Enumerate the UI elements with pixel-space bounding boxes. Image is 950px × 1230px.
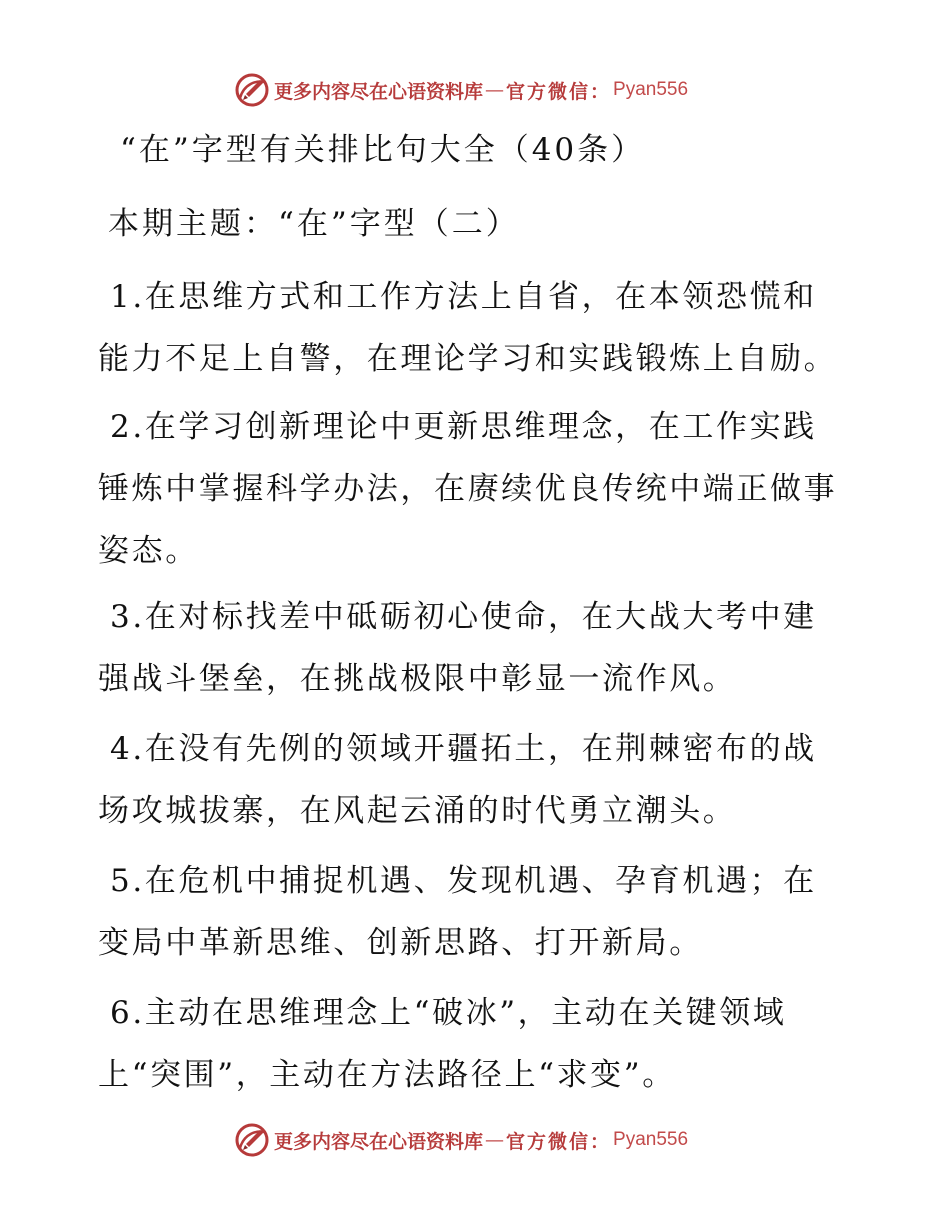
header-brand-line [234, 70, 688, 110]
list-item [98, 396, 858, 582]
document-subtitle: 本期主题：“在”字型（二） [108, 206, 520, 242]
brand-wechat-id: Pyan556 [613, 1129, 689, 1150]
list-item [98, 850, 858, 974]
list-item [98, 718, 858, 842]
item-line: 锤炼中掌握科学办法，在赓续优良传统中端正做事 [98, 471, 838, 507]
brand-slogan: 更多内容尽在心语资料库 [274, 80, 484, 103]
list-item [98, 982, 858, 1106]
item-line: 强战斗堡垒，在挑战极限中彰显一流作风。 [98, 661, 737, 697]
footer-brand-line [234, 1120, 688, 1160]
item-line: 4.在没有先例的领域开疆拓土，在荆棘密布的战 [110, 731, 817, 767]
item-line: 上“突围”，主动在方法路径上“求变”。 [98, 1057, 676, 1093]
item-line: 变局中革新思维、创新思路、打开新局。 [98, 925, 703, 961]
brand-official-label: 官方微信： [506, 80, 612, 103]
brand-slogan: 更多内容尽在心语资料库 [274, 1130, 484, 1153]
item-line: 姿态。 [98, 533, 199, 569]
item-line: 2.在学习创新理论中更新思维理念，在工作实践 [110, 409, 817, 445]
list-item [98, 266, 858, 390]
item-line: 6.主动在思维理念上“破冰”，主动在关键领域 [110, 995, 787, 1031]
item-line: 3.在对标找差中砥砺初心使命，在大战大考中建 [110, 599, 817, 635]
item-line: 1.在思维方式和工作方法上自省，在本领恐慌和 [110, 279, 817, 315]
item-line: 能力不足上自警，在理论学习和实践锻炼上自励。 [98, 341, 838, 377]
brand-wechat-id: Pyan556 [613, 79, 689, 100]
brand-logo-icon [234, 1122, 270, 1158]
item-line: 5.在危机中捕捉机遇、发现机遇、孕育机遇；在 [110, 863, 817, 899]
item-line: 场攻城拔寨，在风起云涌的时代勇立潮头。 [98, 793, 737, 829]
document-title: “在”字型有关排比句大全（40条） [120, 132, 646, 168]
brand-separator: — [485, 1129, 505, 1151]
list-item [98, 586, 858, 710]
brand-official-label: 官方微信： [506, 1130, 612, 1153]
brand-logo-icon [234, 72, 270, 108]
brand-separator: — [485, 79, 505, 101]
